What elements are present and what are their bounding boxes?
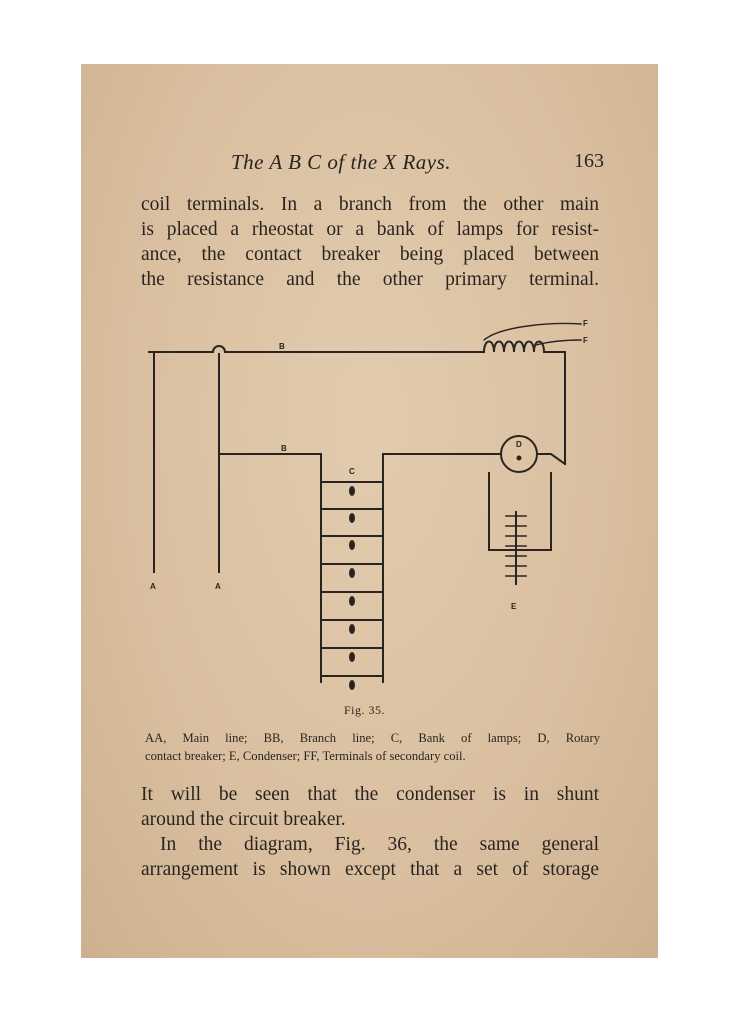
lamp — [349, 596, 355, 606]
branch-wire-right — [383, 454, 501, 682]
label-f-lower: F — [583, 336, 588, 345]
text-line: ance, the contact breaker being placed between — [141, 244, 599, 265]
page-number: 163 — [574, 150, 604, 172]
top-wire — [149, 346, 484, 352]
lamp — [349, 680, 355, 690]
condenser-loop — [489, 473, 551, 550]
secondary-lead-upper — [484, 324, 581, 340]
text-line: is placed a rheostat or a bank of lamps for resist- — [141, 219, 599, 240]
lamp — [349, 513, 355, 523]
label-f-upper: F — [583, 319, 588, 328]
label-e: E — [511, 602, 517, 611]
label-d: D — [516, 440, 522, 449]
lamp — [349, 568, 355, 578]
label-a-right: A — [215, 582, 221, 591]
scanned-page — [81, 64, 658, 958]
figure-label: Fig. 35. — [344, 703, 386, 717]
paragraph-2 — [141, 782, 599, 882]
lamp — [349, 486, 355, 496]
label-b-branch: B — [281, 444, 287, 453]
text-line: It will be seen that the condenser is in shunt — [141, 784, 599, 805]
label-c: C — [349, 467, 355, 476]
lamp — [349, 652, 355, 662]
figure-caption — [145, 729, 600, 765]
branch-wire-left — [219, 454, 321, 682]
text-line: coil terminals. In a branch from the other main — [141, 194, 599, 215]
label-b-top: B — [279, 342, 285, 351]
primary-coil — [484, 342, 565, 465]
text-line: around the circuit breaker. — [141, 809, 346, 830]
lamp-bank — [349, 486, 355, 690]
caption-line: contact breaker; E, Condenser; FF, Terminals of secondary coil. — [145, 749, 466, 763]
label-a-left: A — [150, 582, 156, 591]
caption-line: AA, Main line; BB, Branch line; C, Bank of lamps; D, Rotary — [145, 731, 600, 745]
text-line: arrangement is shown except that a set of storage — [141, 859, 599, 880]
running-title: The A B C of the X Rays. — [231, 150, 452, 174]
lamp — [349, 624, 355, 634]
text-line: the resistance and the other primary terminal. — [141, 269, 599, 290]
text-line: In the diagram, Fig. 36, the same general — [160, 834, 599, 855]
lamp — [349, 540, 355, 550]
breaker-link — [537, 454, 565, 464]
